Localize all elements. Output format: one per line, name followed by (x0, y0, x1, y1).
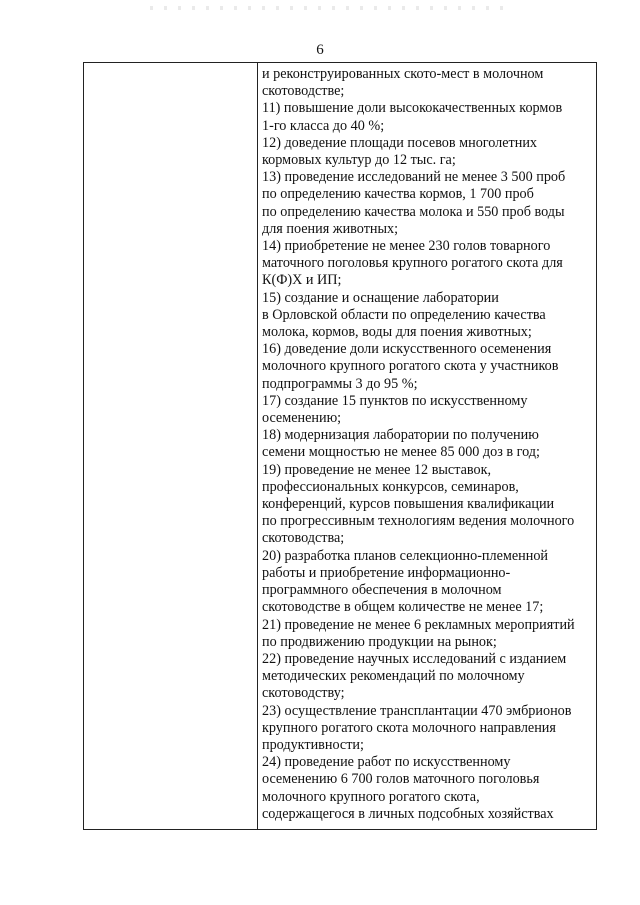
text-line: для поения животных; (262, 220, 399, 237)
text-line: по определению качества кормов, 1 700 проб (262, 186, 534, 203)
text-line: маточного поголовья крупного рогатого скота для (262, 255, 563, 272)
table-right-cell (258, 63, 596, 829)
text-line: 22) проведение научных исследований с изданием (262, 650, 567, 667)
text-line: по определению качества молока и 550 проб воды (262, 203, 565, 220)
text-line: осеменению; (262, 410, 342, 427)
text-line: 18) модернизация лаборатории по получению (262, 427, 539, 444)
text-line: продуктивности; (262, 736, 364, 753)
page-number: 6 (316, 42, 324, 58)
text-line: скотоводству; (262, 685, 345, 702)
scan-artifact (150, 6, 510, 10)
text-line: скотоводстве; (262, 83, 345, 100)
text-line: по продвижению продукции на рынок; (262, 633, 497, 650)
text-line: скотоводстве в общем количестве не менее 17; (262, 599, 544, 616)
text-line: осеменению 6 700 голов маточного поголовья (262, 771, 540, 788)
text-line: крупного рогатого скота молочного направления (262, 719, 556, 736)
text-line: 20) разработка планов селекционно-племенной (262, 547, 549, 564)
text-line: конференций, курсов повышения квалификации (262, 496, 555, 513)
text-line: молочного крупного рогатого скота у участников (262, 358, 559, 375)
text-line: подпрограммы 3 до 95 %; (262, 375, 418, 392)
text-line: скотоводства; (262, 530, 345, 547)
text-line: профессиональных конкурсов, семинаров, (262, 478, 519, 495)
text-line: в Орловской области по определению качества (262, 306, 546, 323)
text-line: 21) проведение не менее 6 рекламных мероприятий (262, 616, 575, 633)
text-line: 24) проведение работ по искусственному (262, 754, 511, 771)
table-left-cell (84, 63, 258, 829)
text-line: 17) создание 15 пунктов по искусственному (262, 392, 528, 409)
text-line: и реконструированных ското-мест в молочном (262, 66, 544, 82)
text-line: содержащегося в личных подсобных хозяйствах (262, 805, 554, 822)
text-line: 23) осуществление трансплантации 470 эмбрионов (262, 702, 572, 719)
text-line: методических рекомендаций по молочному (262, 668, 525, 685)
text-line: по прогрессивным технологиям ведения молочного (262, 513, 575, 530)
text-line: 1-го класса до 40 %; (262, 117, 385, 134)
text-line: К(Ф)Х и ИП; (262, 272, 342, 289)
text-line: 14) приобретение не менее 230 голов товарного (262, 238, 551, 255)
text-line: 12) доведение площади посевов многолетних (262, 134, 538, 151)
text-line: кормовых культур до 12 тыс. га; (262, 152, 456, 169)
text-line: 15) создание и оснащение лаборатории (262, 289, 499, 306)
text-line: семени мощностью не менее 85 000 доз в год; (262, 444, 540, 461)
text-line: программного обеспечения в молочном (262, 582, 502, 599)
text-line: 19) проведение не менее 12 выставок, (262, 461, 492, 478)
text-line: молочного крупного рогатого скота, (262, 788, 480, 805)
text-line: 11) повышение доли высококачественных кормов (262, 100, 563, 117)
text-line: работы и приобретение информационно- (262, 564, 511, 581)
text-line: 13) проведение исследований не менее 3 500 проб (262, 169, 566, 186)
document-table (83, 62, 597, 830)
text-line: молока, кормов, воды для поения животных; (262, 324, 532, 341)
text-line: 16) доведение доли искусственного осеменения (262, 341, 552, 358)
